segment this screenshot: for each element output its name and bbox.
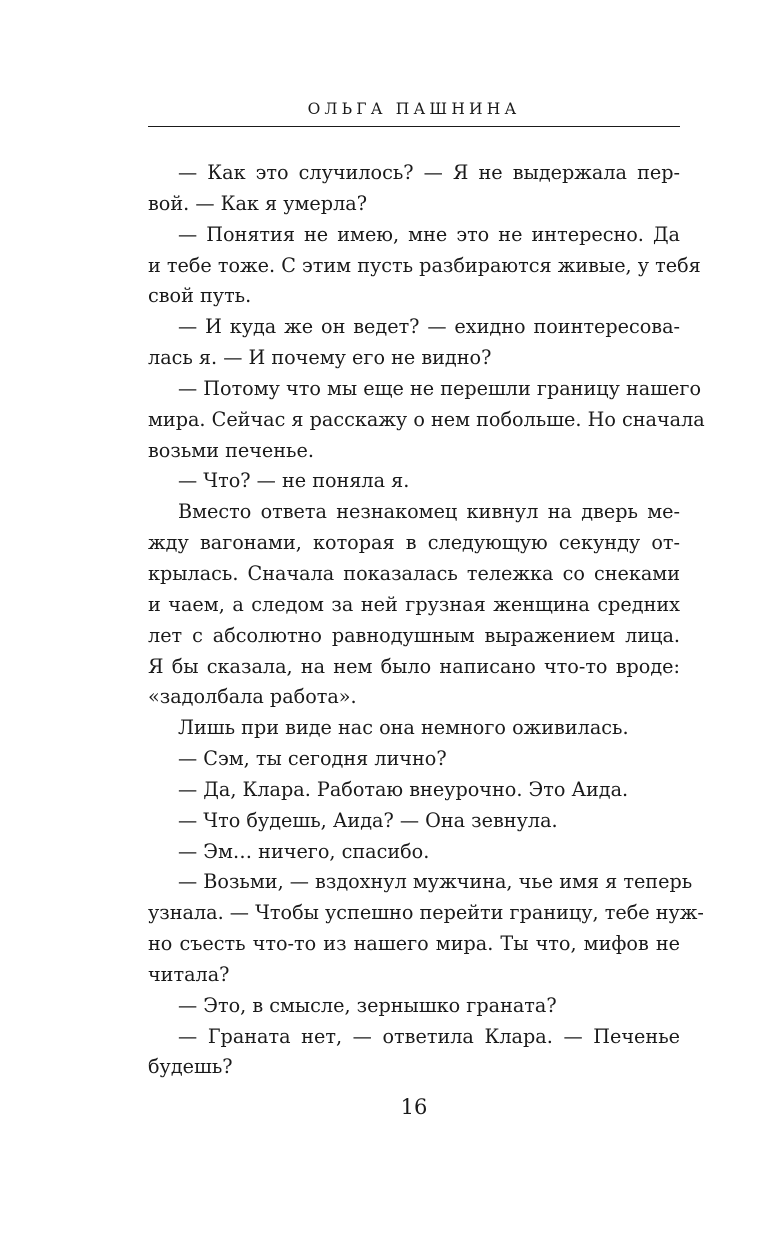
text-line: вой. — Как я умерла? (148, 191, 367, 215)
text-line: но съесть что-то из нашего мира. Ты что, мифов не (148, 932, 680, 956)
text-line: будешь? (148, 1055, 233, 1079)
text-line: Вместо ответа незнакомец кивнул на дверь ме- (178, 500, 680, 524)
text-line: — Как это случилось? — Я не выдержала пер- (178, 161, 680, 184)
text-line: лет с абсолютно равнодушным выражением лица. (148, 623, 680, 647)
body-text (148, 158, 705, 1083)
text-line: — Сэм, ты сегодня лично? (178, 747, 447, 771)
text-line: мира. Сейчас я расскажу о нем побольше. Но сначала (148, 407, 705, 431)
text-line: «задолбала работа». (148, 685, 357, 709)
text-line: Я бы сказала, на нем было написано что-то вроде: (148, 654, 680, 678)
text-line: — Потому что мы еще не перешли границу нашего (178, 376, 701, 400)
text-line: — Понятия не имею, мне это не интересно. Да (178, 222, 680, 246)
text-line: читала? (148, 962, 230, 986)
text-line: — Что? — не поняла я. (178, 469, 410, 493)
text-line: — Эм… ничего, спасибо. (178, 839, 430, 863)
header-rule (148, 126, 680, 127)
text-line: узнала. — Чтобы успешно перейти границу, тебе нуж- (148, 901, 704, 925)
text-line: крылась. Сначала показалась тележка со снеками (148, 561, 680, 585)
text-line: — Граната нет, — ответила Клара. — Печенье (178, 1024, 680, 1048)
text-line: и тебе тоже. С этим пусть разбираются живые, у тебя (148, 253, 701, 277)
page-number: 16 (400, 1095, 428, 1119)
text-line: — И куда же он ведет? — ехидно поинтересова- (178, 315, 680, 339)
running-head-author: ОЛЬГА ПАШНИНА (307, 100, 521, 118)
text-line: — Что будешь, Аида? — Она зевнула. (178, 808, 558, 832)
text-line: жду вагонами, которая в следующую секунду от- (148, 531, 680, 555)
text-line: Лишь при виде нас она немного оживилась. (178, 716, 629, 740)
text-line: — Возьми, — вздохнул мужчина, чье имя я теперь (178, 870, 693, 894)
text-line: и чаем, а следом за ней грузная женщина средних (148, 592, 680, 616)
text-line: — Да, Клара. Работаю внеурочно. Это Аида. (178, 777, 629, 801)
text-line: лась я. — И почему его не видно? (148, 346, 492, 370)
text-line: возьми печенье. (148, 438, 314, 462)
text-line: — Это, в смысле, зернышко граната? (178, 993, 557, 1017)
text-line: свой путь. (148, 284, 252, 308)
